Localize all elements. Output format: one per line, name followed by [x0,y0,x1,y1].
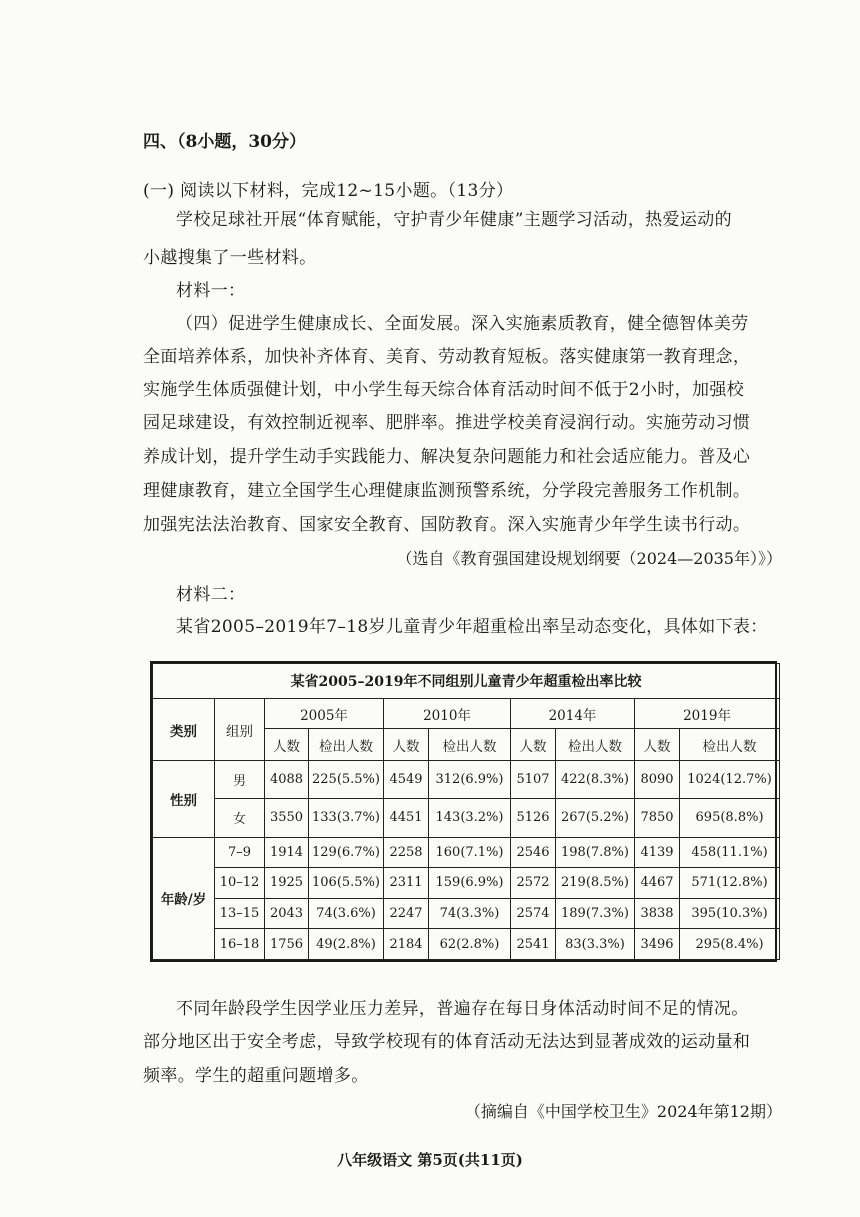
subheader-count: 人数 [635,729,680,761]
data-cell: 2574 [511,898,556,929]
data-cell: 458(11.1%) [680,837,780,868]
material1-line: 养成计划，提升学生动手实践能力、解决复杂问题能力和社会适应能力。普及心 [143,447,751,467]
data-cell: 3838 [635,898,680,929]
table-caption: 某省2005–2019年不同组别儿童青少年超重检出率比较 [153,664,780,699]
group-cell: 男 [215,761,265,799]
material1-line: （四）促进学生健康成长、全面发展。深入实施素质教育，健全德智体美劳 [176,314,749,334]
subheader-count: 人数 [384,729,429,761]
header-group: 组别 [215,699,265,761]
data-cell: 695(8.8%) [680,799,780,837]
data-cell: 4088 [265,761,309,799]
data-cell: 7850 [635,799,680,837]
intro-line-1: 学校足球社开展“体育赋能，守护青少年健康”主题学习活动，热爱运动的 [176,210,732,230]
material1-line: 园足球建设，有效控制近视率、肥胖率。推进学校美育浸润行动。实施劳动习惯 [143,413,751,433]
data-cell: 8090 [635,761,680,799]
material1-source: （选自《教育强国建设规划纲要（2024—2035年）》） [396,549,782,568]
data-cell: 1024(12.7%) [680,761,780,799]
data-cell: 2546 [511,837,556,868]
data-cell: 422(8.3%) [556,761,635,799]
table-row [153,761,780,799]
intro-line-2: 小越搜集了一些材料。 [143,248,317,268]
material2-label: 材料二： [176,585,246,605]
material1-line: 实施学生体质强健计划，中小学生每天综合体育活动时间不低于2小时，加强校 [143,380,745,400]
subheader-detected: 检出人数 [309,729,384,761]
data-cell: 62(2.8%) [429,929,511,960]
material2-text-line: 部分地区出于安全考虑，导致学校现有的体育活动无法达到显著成效的运动量和 [143,1032,751,1052]
data-cell: 1756 [265,929,309,960]
data-cell: 74(3.6%) [309,898,384,929]
data-cell: 4467 [635,868,680,899]
category-gender: 性别 [153,761,215,838]
data-cell: 267(5.2%) [556,799,635,837]
data-cell: 74(3.3%) [429,898,511,929]
data-cell: 2043 [265,898,309,929]
data-cell: 4451 [384,799,429,837]
table-row [153,837,780,868]
material1-line: 理健康教育，建立全国学生心理健康监测预警系统，分学段完善服务工作机制。 [143,481,751,501]
data-cell: 198(7.8%) [556,837,635,868]
subheader-count: 人数 [511,729,556,761]
data-cell: 219(8.5%) [556,868,635,899]
data-cell: 160(7.1%) [429,837,511,868]
subheader-detected: 检出人数 [429,729,511,761]
header-year: 2019年 [635,699,780,729]
table-row [153,799,780,837]
material1-line: 全面培养体系，加快补齐体育、美育、劳动教育短板。落实健康第一教育理念， [143,347,751,367]
table-row [153,898,780,929]
subheader-detected: 检出人数 [556,729,635,761]
data-cell: 133(3.7%) [309,799,384,837]
header-year: 2014年 [511,699,635,729]
data-cell: 395(10.3%) [680,898,780,929]
header-year: 2005年 [265,699,384,729]
overweight-rate-table [150,661,777,962]
data-cell: 2311 [384,868,429,899]
data-cell: 3550 [265,799,309,837]
data-cell: 2247 [384,898,429,929]
data-cell: 189(7.3%) [556,898,635,929]
data-cell: 2258 [384,837,429,868]
material2-intro: 某省2005–2019年7–18岁儿童青少年超重检出率呈动态变化，具体如下表： [176,617,768,637]
data-cell: 571(12.8%) [680,868,780,899]
data-cell: 2572 [511,868,556,899]
group-cell: 7–9 [215,837,265,868]
data-cell: 295(8.4%) [680,929,780,960]
data-cell: 129(6.7%) [309,837,384,868]
data-cell: 106(5.5%) [309,868,384,899]
data-cell: 143(3.2%) [429,799,511,837]
material1-line: 加强宪法法治教育、国家安全教育、国防教育。深入实施青少年学生读书行动。 [143,515,751,535]
group-cell: 16–18 [215,929,265,960]
data-cell: 225(5.5%) [309,761,384,799]
subheader-detected: 检出人数 [680,729,780,761]
group-cell: 10–12 [215,868,265,899]
category-age: 年龄/岁 [153,837,215,959]
table-row [153,929,780,960]
data-cell: 4139 [635,837,680,868]
sub-heading: (一) 阅读以下材料，完成12~15小题。（13分） [143,181,514,201]
data-cell: 1914 [265,837,309,868]
data-cell: 83(3.3%) [556,929,635,960]
material2-text-line: 频率。学生的超重问题增多。 [143,1066,369,1086]
header-category: 类别 [153,699,215,761]
data-cell: 3496 [635,929,680,960]
header-year: 2010年 [384,699,511,729]
data-cell: 5107 [511,761,556,799]
material2-text-line: 不同年龄段学生因学业压力差异，普遍存在每日身体活动时间不足的情况。 [176,999,749,1019]
data-cell: 312(6.9%) [429,761,511,799]
group-cell: 女 [215,799,265,837]
material2-source: （摘编自《中国学校卫生》2024年第12期） [464,1102,782,1121]
data-cell: 2184 [384,929,429,960]
data-cell: 159(6.9%) [429,868,511,899]
data-cell: 2541 [511,929,556,960]
data-cell: 4549 [384,761,429,799]
material1-label: 材料一： [176,281,246,301]
page-footer: 八年级语文 第5页(共11页) [337,1151,523,1169]
table-row [153,868,780,899]
section-heading: 四、（8小题，30分） [143,132,306,152]
subheader-count: 人数 [265,729,309,761]
data-cell: 49(2.8%) [309,929,384,960]
group-cell: 13–15 [215,898,265,929]
data-cell: 1925 [265,868,309,899]
data-cell: 5126 [511,799,556,837]
